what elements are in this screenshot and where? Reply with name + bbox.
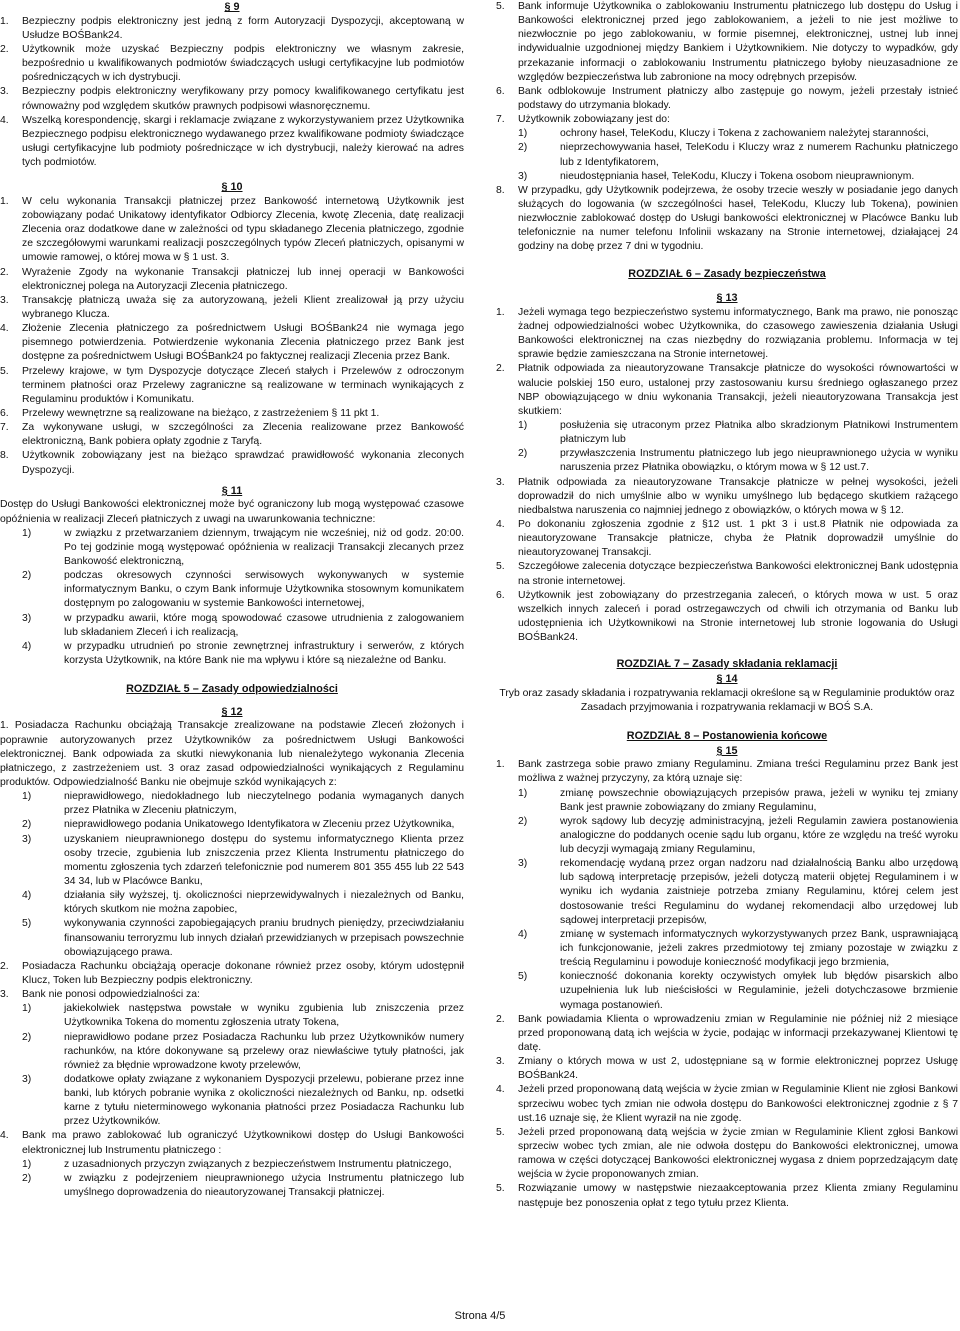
item-number: 2) <box>518 815 528 827</box>
numbered-paragraph <box>496 476 958 518</box>
section-9-body <box>0 15 464 171</box>
item-number: 1) <box>518 787 528 799</box>
item-text: Jeżeli przed proponowaną datą wejścia w życie zmian w Regulaminie Klient nie zgłosi Bankowi sprzeciwu wobec tych zmian nie odwoła dostępu do Bankowości elektronicznej zgodnie z § 7 ust.16 uznaje się, że Klient wyraził na nie zgodę. <box>518 1084 958 1124</box>
item-number: 5) <box>22 918 32 930</box>
item-text: Jeżeli wymaga tego bezpieczeństwo systemu informatycznego, Bank ma prawo, nie ponosząc żadnej odpowiedzialności wobec Użytkownika, do czasowego zawieszenia działania Usługi Bankowości elektronicznej na czas niezbędny do rozwiązania problemu. Informacja w tej sprawie będzie zamieszczana na Stronie internetowej. <box>518 306 958 361</box>
chapter-7-heading: ROZDZIAŁ 7 – Zasady składania reklamacji <box>616 658 838 671</box>
chapter-5-heading: ROZDZIAŁ 5 – Zasady odpowiedzialności <box>126 683 338 696</box>
item-number: 3. <box>496 476 505 488</box>
item-text: z uzasadnionych przyczyn związanych z bezpieczeństwem Instrumentu płatniczego, <box>64 1158 452 1170</box>
item-text: Bank informuje Użytkownika o zablokowaniu Instrumentu płatniczego lub dostępu do Usług i Bankowości elektronicznej przed jego zablokowaniem, a jeżeli to nie jest możliwe to niezwłocznie po jego zablokowaniu, w formie pisemnej, elektronicznej, ustnej lub innej indywidualnie uzgodnionej między Bankiem i Użytkownikiem. Nie dotyczy to wypadków, gdy przekazanie informacji o zablokowaniu Instrumentu płatniczego byłoby nieuzasadnione ze względów bezpieczeństwa lub zabronione na mocy odrębnych przepisów. <box>518 1 958 83</box>
list-item <box>0 790 464 818</box>
list-item <box>0 833 464 890</box>
item-number: 4. <box>0 114 9 126</box>
item-text: zmianę powszechnie obowiązujących przepisów prawa, jeżeli w wyniku tej zmiany Bank jest prawnie zobowiązany do zmiany Regulaminu, <box>560 787 958 813</box>
list-item <box>496 447 958 475</box>
item-number: 1. <box>0 15 9 27</box>
section-12-list-1 <box>0 790 464 960</box>
list-item <box>496 857 958 928</box>
section-14-heading: § 14 <box>716 672 738 685</box>
item-text: wykonywania czynności zapobiegających praniu brudnych pieniędzy, przeciwdziałaniu finansowaniu terroryzmu lub innych działań przewidzianych w przepisach powszechnie obowiązującego prawa. <box>64 918 464 958</box>
item-number: 2) <box>22 1172 32 1184</box>
section-12-paragraph-3 <box>0 988 464 1002</box>
numbered-paragraph <box>0 421 464 449</box>
item-number: 5. <box>496 1 505 12</box>
item-number: 6. <box>496 85 505 97</box>
item-number: 2. <box>0 960 9 972</box>
numbered-paragraph <box>0 266 464 294</box>
numbered-paragraph <box>496 184 958 255</box>
numbered-paragraph <box>0 988 464 1002</box>
item-number: 2) <box>22 570 32 582</box>
item-number: 1) <box>22 791 32 803</box>
section-12-list-3 <box>0 1002 464 1129</box>
list-item <box>496 815 958 857</box>
item-number: 5. <box>0 365 9 377</box>
item-number: 4) <box>22 890 32 902</box>
item-number: 1) <box>518 128 528 140</box>
numbered-paragraph <box>496 758 958 786</box>
item-text: Płatnik odpowiada za nieautoryzowane Transakcje płatnicze do wysokości równowartości w walucie polskiej 150 euro, ustalonej przy zastosowaniu kursu średniego ogłaszanego przez NBP obowiązującego w dniu wykonania Transakcji, jeżeli nieautoryzowana Transakcja jest skutkiem: <box>518 363 958 417</box>
right-column <box>496 0 958 1211</box>
item-text: przywłaszczenia Instrumentu płatniczego lub jego nieuprawnionego użycia w wyniku naruszenia przez Płatnika obowiązku, o którym mowa w § 12 ust.7. <box>560 448 958 474</box>
numbered-paragraph <box>496 1013 958 1055</box>
item-number: 3) <box>22 833 32 845</box>
item-text: konieczność dokonania korekty oczywistych omyłek lub błędów pisarskich albo uzupełnienia luk lub nieścisłości w Regulaminie, jeżeli dotychczasowe brzmienie wymaga postanowień. <box>560 971 958 1011</box>
section-13-heading: § 13 <box>716 292 738 305</box>
numbered-paragraph <box>496 362 958 419</box>
section-12-heading: § 12 <box>221 705 243 718</box>
item-number: 3) <box>22 1073 32 1085</box>
item-text: w związku z przetwarzaniem dziennym, trwającym nie wcześniej, niż od godz. 20:00. Po tej godzinie mogą występować opóźnienia w realizacji Transakcji zlecanych przez Bankowość elektroniczną, <box>64 527 464 567</box>
item-number: 4. <box>0 323 9 335</box>
numbered-paragraph <box>496 560 958 588</box>
section-13-body-continued <box>496 476 958 646</box>
item-number: 1) <box>22 1158 32 1170</box>
section-11-intro: Dostęp do Usługi Bankowości elektronicznej może być ograniczony lub mogą występować czasowe opóźnienia w realizacji Zleceń płatniczych z uwagi na uwarunkowania techniczne: <box>0 499 464 525</box>
numbered-paragraph <box>0 322 464 364</box>
section-12-continued <box>496 0 958 127</box>
item-text: Bank odblokowuje Instrument płatniczy albo zastępuje go nowym, jeżeli przestały istnieć podstawy do utrzymania blokady. <box>518 85 958 111</box>
item-number: 2) <box>22 819 32 831</box>
item-text: W przypadku, gdy Użytkownik podejrzewa, że osoby trzecie weszły w posiadanie jego danych służących do logowania (w szczególności haseł, TeleKodu, Kluczy lub Tokena), powinien niezwłocznie zablokować dostęp do Usługi bankowości elektronicznej w Placówce Banku lub telefonicznie na numer telefonu Infolinii wskazany na Stronie internetowej, działającej 24 godziny na dobę przez 7 dni w tygodniu. <box>518 184 958 253</box>
item-number: 7. <box>496 114 505 126</box>
item-number: 3. <box>0 294 9 306</box>
item-number: 1) <box>518 420 528 431</box>
item-number: 4. <box>496 518 505 530</box>
item-number: 2. <box>496 363 505 375</box>
item-text: Rozwiązanie umowy w następstwie niezaakceptowania przez Klienta zmiany Regulaminu następuje bez ponoszenia opłat z tego tytułu przez Klienta. <box>518 1183 958 1209</box>
list-item <box>0 1172 464 1200</box>
item-text: nieprawidłowo podane przez Posiadacza Rachunku lub przez Użytkowników numery rachunków, na które dokonywane są przelewy oraz niewłaściwe tytuły płatności, jak również za błędnie wprowadzone kwoty przelewów, <box>64 1031 464 1071</box>
item-text: w przypadku utrudnień po stronie zewnętrznej infrastruktury i serwerów, z których korzysta Użytkownik, na które Bank nie ma wpływu i które są niezależne od Banku. <box>64 640 464 666</box>
list-item <box>496 170 958 184</box>
section-12-paragraph-2 <box>0 960 464 988</box>
item-number: 4) <box>518 928 528 940</box>
item-number: 7. <box>0 422 9 434</box>
page-number: Strona 4/5 <box>454 1310 506 1322</box>
item-number: 3) <box>518 170 528 182</box>
numbered-paragraph <box>496 1126 958 1183</box>
item-number: 4) <box>22 640 32 652</box>
section-10-heading: § 10 <box>221 181 243 194</box>
item-text: nieudostępniania haseł, TeleKodu, Kluczy i Tokena osobom nieuprawnionym. <box>560 170 915 182</box>
item-text: Wszelką korespondencję, skargi i reklamacje związane z wykorzystywaniem przez Użytkownika Bezpiecznego podpisu elektronicznego wydawanego przez kwalifikowane podmioty świadczące usługi certyfikacyjne lub podmioty pośredniczące w ich dystrybucji, należy kierować na adres tych podmiotów. <box>22 114 464 169</box>
numbered-paragraph <box>496 113 958 127</box>
item-number: 2) <box>518 448 528 460</box>
section-12-list-4 <box>0 1158 464 1200</box>
list-item <box>0 569 464 611</box>
item-number: 5. <box>496 561 505 573</box>
item-text: podczas okresowych czynności serwisowych wykonywanych w systemie informatycznym Banku, o czym Bank informuje Użytkownika stosownym komunikatem dostępnym po zalogowaniu w systemie Bankowości internetowej, <box>64 570 464 610</box>
section-13-body <box>496 306 958 419</box>
item-number: 8. <box>0 450 9 462</box>
list-item <box>496 970 958 1012</box>
numbered-paragraph <box>0 365 464 407</box>
numbered-paragraph <box>0 960 464 988</box>
list-item <box>0 640 464 668</box>
list-item <box>496 928 958 970</box>
item-text: Przelewy wewnętrzne są realizowane na bieżąco, z zastrzeżeniem § 11 pkt 1. <box>22 408 380 419</box>
numbered-paragraph <box>496 518 958 560</box>
section-15-body-continued <box>496 1013 958 1211</box>
numbered-paragraph <box>496 1055 958 1083</box>
item-text: Posiadacza Rachunku obciążają operacje dokonane również przez osoby, którym udostępnił Klucz, Token lub Bezpieczny podpis elektroniczny. <box>22 960 464 986</box>
section-15-list <box>496 787 958 1013</box>
list-item <box>0 1158 464 1172</box>
numbered-paragraph <box>0 114 464 171</box>
item-number: 5. <box>496 1183 505 1195</box>
item-text: dodatkowe opłaty związane z wykonaniem Dyspozycji przelewu, pobierane przez inne banki, lub których pobranie wynika z okoliczności niezależnych od Banku, np. odsetki karne z tytułu nieterminowego wykonania płatności przez Posiadacza Rachunku lub przez Użytkowników. <box>64 1073 464 1128</box>
section-9-heading: § 9 <box>224 1 240 13</box>
item-text: działania siły wyższej, tj. okoliczności nieprzewidywalnych i niezależnych od Banku, których skutkom nie można zapobiec, <box>64 890 464 916</box>
numbered-paragraph <box>0 294 464 322</box>
item-text: Użytkownik jest zobowiązany do przestrzegania zaleceń, o których mowa w ust. 5 oraz wszelkich innych zaleceń i porad ostrzegawczych od chwili ich otrzymania od Banku lub udostępnienia ich Użytkownikowi na Stronie internetowej lub stronie logowania do Usługi BOŚBank24. <box>518 589 958 644</box>
numbered-paragraph <box>0 43 464 85</box>
item-text: jakiekolwiek następstwa powstałe w wyniku zgubienia lub zniszczenia przez Użytkownika Tokena do momentu zgłoszenia utraty Tokena, <box>64 1003 464 1029</box>
item-number: 2. <box>0 43 9 55</box>
item-text: Wyrażenie Zgody na wykonanie Transakcji płatniczej lub innej operacji w Bankowości elektronicznej polega na Autoryzacji Zlecenia płatniczego. <box>22 266 464 292</box>
numbered-paragraph <box>496 1182 958 1210</box>
item-number: 2. <box>496 1013 505 1025</box>
item-text: Użytkownik zobowiązany jest do: <box>518 114 670 126</box>
numbered-paragraph <box>496 0 958 85</box>
section-14-text: Tryb oraz zasady składania i rozpatrywania reklamacji określone są w Regulaminie produktów oraz Zasadach przyjmowania i rozpatrywania reklamacji w BOŚ S.A. <box>499 687 955 713</box>
list-item <box>496 127 958 141</box>
item-number: 3. <box>0 989 9 1001</box>
left-column <box>0 0 464 1200</box>
item-number: 1. <box>0 195 9 207</box>
item-text: Transakcję płatniczą uważa się za autoryzowaną, jeżeli Klient zrealizował ją przy użyciu wybranego Klucza. <box>22 294 464 321</box>
item-text: wyrok sądowy lub decyzję administracyjną, jeżeli Regulamin zawiera postanowienia analogiczne do poddanych ocenie sądu lub organu, które ze względu na treść wyroku lub decyzji wymagają zmiany Regulaminu, <box>560 815 958 856</box>
numbered-paragraph <box>496 589 958 646</box>
list-item <box>0 1073 464 1130</box>
section-12-point-8 <box>496 184 958 255</box>
section-11-heading: § 11 <box>221 484 243 497</box>
item-number: 2. <box>0 266 9 278</box>
item-text: nieprawidłowego, niedokładnego lub nieczytelnego podania wymaganych danych przez Płatnika w Zleceniu płatniczym, <box>64 791 464 817</box>
item-number: 3. <box>496 1056 505 1068</box>
item-text: Bank powiadamia Klienta o wprowadzeniu zmian w Regulaminie nie później niż 2 miesiące przed proponowaną datą ich wejścia w życie, podając w informacji przekazywanej Klientowi tę datę. <box>518 1013 958 1054</box>
numbered-paragraph <box>0 449 464 477</box>
chapter-8-heading: ROZDZIAŁ 8 – Postanowienia końcowe <box>626 729 828 742</box>
list-item <box>496 419 958 447</box>
item-number: 4. <box>496 1084 505 1096</box>
section-15-paragraph-1 <box>496 758 958 786</box>
item-text: Bank ma prawo zablokować lub ograniczyć Użytkownikowi dostęp do Usługi Bankowości elektronicznej lub Instrumentu płatniczego : <box>22 1130 464 1156</box>
numbered-paragraph <box>0 195 464 266</box>
item-number: 3. <box>0 86 9 98</box>
numbered-paragraph <box>496 306 958 363</box>
list-item <box>496 787 958 815</box>
numbered-paragraph <box>0 1129 464 1157</box>
item-text: uzyskaniem nieuprawnionego dostępu do systemu informatycznego Klienta przez osoby trzecie, zgubienia lub zniszczenia przez Klienta Instrumentu płatniczego do momentu zgłoszenia tych zdarzeń telefonicznie pod numerem 801 355 455 lub 22 543 34 34, lub w Placówce Banku, <box>64 833 464 887</box>
item-number: 6. <box>496 589 505 601</box>
item-number: 1) <box>22 1003 32 1015</box>
section-12-paragraph-4 <box>0 1129 464 1157</box>
item-text: w przypadku awarii, które mogą spowodować czasowe utrudnienia z zalogowaniem lub składaniem Zleceń i ich realizacją, <box>64 612 464 638</box>
item-text: Po dokonaniu zgłoszenia zgodnie z §12 ust. 1 pkt 3 i ust.8 Płatnik nie odpowiada za nieautoryzowane Transakcje płatnicze, chyba że Płatnik doprowadził umyślnie do nieautoryzowanej Transakcji. <box>518 518 958 559</box>
user-obligations-list <box>496 127 958 184</box>
item-text: Zmiany o których mowa w ust 2, udostępniane są w formie elektronicznej poprzez Usługę BOŚBank24. <box>518 1056 958 1082</box>
item-number: 2) <box>518 142 528 154</box>
item-text: zmianę w systemach informatycznych wykorzystywanych przez Bank, usprawniającą ich funkcjonowanie, jeżeli zakres przedmiotowy tej zmiany pozostaje w związku z treścią Regulaminu i powoduje konieczność modyfikacji jego brzmienia, <box>560 928 958 969</box>
item-number: 3) <box>22 612 32 624</box>
item-number: 4. <box>0 1130 9 1142</box>
item-number: 5) <box>518 971 528 983</box>
item-number: 1. <box>496 306 505 318</box>
list-item <box>0 1002 464 1030</box>
item-text: nieprzechowywania haseł, TeleKodu i Kluczy wraz z numerem Rachunku płatniczego lub z Identyfikatorem, <box>560 142 958 168</box>
numbered-paragraph <box>0 85 464 113</box>
section-12-paragraph-1: 1. Posiadacza Rachunku obciążają Transakcje zrealizowane na podstawie Zleceń złożonych i poprawnie autoryzowanych przez Użytkowników za pośrednictwem Usługi Bankowości elektronicznej. Bank odpowiada za skutki niewykonania lub nienależytego wykonania Zlecenia płatniczego, z zastrzeżeniem ust. 3 oraz zasad odpowiedzialności wynikających z Regulaminu produktów. Odpowiedzialność Banku nie obejmuje szkód wynikających z: <box>0 720 464 788</box>
item-text: Przelewy krajowe, w tym Dyspozycje dotyczące Zleceń stałych i Przelewów z odroczonym terminem płatności oraz Przelewy zagraniczne są realizowane w terminach wynikających z Regulaminu produktów i Komunikatu. <box>22 365 464 405</box>
section-15-heading: § 15 <box>716 744 738 757</box>
list-item <box>0 818 464 832</box>
numbered-paragraph <box>496 1083 958 1125</box>
item-number: 1) <box>22 527 32 539</box>
item-text: rekomendację wydaną przez organ nadzoru nad działalnością Banku albo urzędową lub sądową interpretację przepisów, jeżeli dotyczą materii objętej Regulaminem i w wyniku ich wydania zaistnieje potrzeba zmiany Regulaminu, której celem jest dostosowanie treści Regulaminu do wydanej rekomendacji albo urzędowej lub sądowej interpretacji przepisów, <box>560 858 958 926</box>
item-text: posłużenia się utraconym przez Płatnika albo skradzionym Płatnikowi Instrumentem płatniczym lub <box>560 420 958 446</box>
list-item <box>0 1031 464 1073</box>
item-text: Użytkownik może uzyskać Bezpieczny podpis elektroniczny we własnym zakresie, bezpośrednio u kwalifikowanych podmiotów świadczących usługi certyfikacyjne lub podmiotów pośredniczących w ich dystrybucji. <box>22 43 464 84</box>
item-number: 8. <box>496 184 505 196</box>
item-text: Za wykonywane usługi, w szczególności za Zlecenia realizowane przez Bankowość elektroniczną, Bank pobiera opłaty zgodnie z Taryfą. <box>22 422 464 448</box>
item-number: 5. <box>496 1126 505 1138</box>
item-number: 6. <box>0 408 9 419</box>
item-number: 3) <box>518 858 528 870</box>
item-text: Płatnik odpowiada za nieautoryzowane Transakcje płatnicze w pełnej wysokości, jeżeli doprowadził do nich umyślnie albo w wyniku umyślnego lub będącego skutkiem rażącego niedbalstwa naruszenia co najmniej jednego z obowiązków, o których mowa w § 12. <box>518 476 958 516</box>
item-text: Szczegółowe zalecenia dotyczące bezpieczeństwa Bankowości elektronicznej Bank udostępnia na stronie internetowej. <box>518 561 958 587</box>
numbered-paragraph <box>496 85 958 113</box>
list-item <box>0 917 464 959</box>
item-number: 2) <box>22 1031 32 1043</box>
item-text: nieprawidłowego podania Unikatowego Identyfikatora w Zleceniu przez Użytkownika, <box>64 819 455 831</box>
numbered-paragraph <box>0 407 464 421</box>
item-text: ochrony haseł, TeleKodu, Kluczy i Tokena z zachowaniem należytej staranności, <box>560 128 929 140</box>
list-item <box>496 141 958 169</box>
item-text: Użytkownik zobowiązany jest na bieżąco sprawdzać prawidłowość wykonania zleconych Dyspozycji. <box>22 450 464 476</box>
item-text: w związku z podejrzeniem nieuprawnionego użycia Instrumentu płatniczego lub umyślnego doprowadzenia do nieautoryzowanej Transakcji płatniczej. <box>64 1172 464 1199</box>
section-10-body <box>0 195 464 478</box>
list-item <box>0 612 464 640</box>
numbered-paragraph <box>0 15 464 43</box>
item-text: Bezpieczny podpis elektroniczny jest jedną z form Autoryzacji Dyspozycji, akceptowaną w Usłudze BOŚBank24. <box>22 15 464 41</box>
section-13-sublist <box>496 419 958 476</box>
item-text: Bank zastrzega sobie prawo zmiany Regulaminu. Zmiana treści Regulaminu przez Bank jest możliwa z ważnej przyczyny, za którą uznaje się: <box>518 759 958 785</box>
section-11-list <box>0 527 464 668</box>
list-item <box>0 889 464 917</box>
item-text: Złożenie Zlecenia płatniczego za pośrednictwem Usługi BOŚBank24 nie wymaga jego pisemnego potwierdzenia. Potwierdzenie wykonania Zlecenia płatniczego przez Bank jest dostępne za pośrednictwem Usługi BOŚBank24 po faktycznej realizacji Zlecenia przez Bank. <box>22 323 464 363</box>
chapter-6-heading: ROZDZIAŁ 6 – Zasady bezpieczeństwa <box>628 267 826 280</box>
item-text: Bank nie ponosi odpowiedzialności za: <box>22 989 200 1001</box>
item-number: 1. <box>496 759 505 771</box>
item-text: Jeżeli przed proponowaną datą wejścia w życie zmian w Regulaminie Klient zgłosi Bankowi sprzeciw wobec tych zmian, ale nie odwoła dostępu do Bankowości elektronicznej, umowa ramowa w części dotyczącej Bankowości elektronicznej wygasa z dniem poprzedzającym datę wejścia w życie proponowanych zmian. <box>518 1126 958 1181</box>
item-text: Bezpieczny podpis elektroniczny weryfikowany przy pomocy kwalifikowanego certyfikatu jest równoważny pod względem skutków prawnych podpisowi własnoręcznemu. <box>22 86 464 112</box>
list-item <box>0 527 464 569</box>
item-text: W celu wykonania Transakcji płatniczej przez Bankowość internetową Użytkownik jest zobowiązany podać Unikatowy identyfikator Odbiorcy Zlecenia, kwotę Zlecenia, datę realizacji Zlecenia oraz dodatkowe dane w zależności od typu składanego Zlecenia płatniczego, zgodnie ze szczegółowymi warunkami realizacji poszczególnych typów Zleceń płatniczych, opisanymi w umowie ramowej, o której mowa w § 1 ust. 3. <box>22 195 464 264</box>
